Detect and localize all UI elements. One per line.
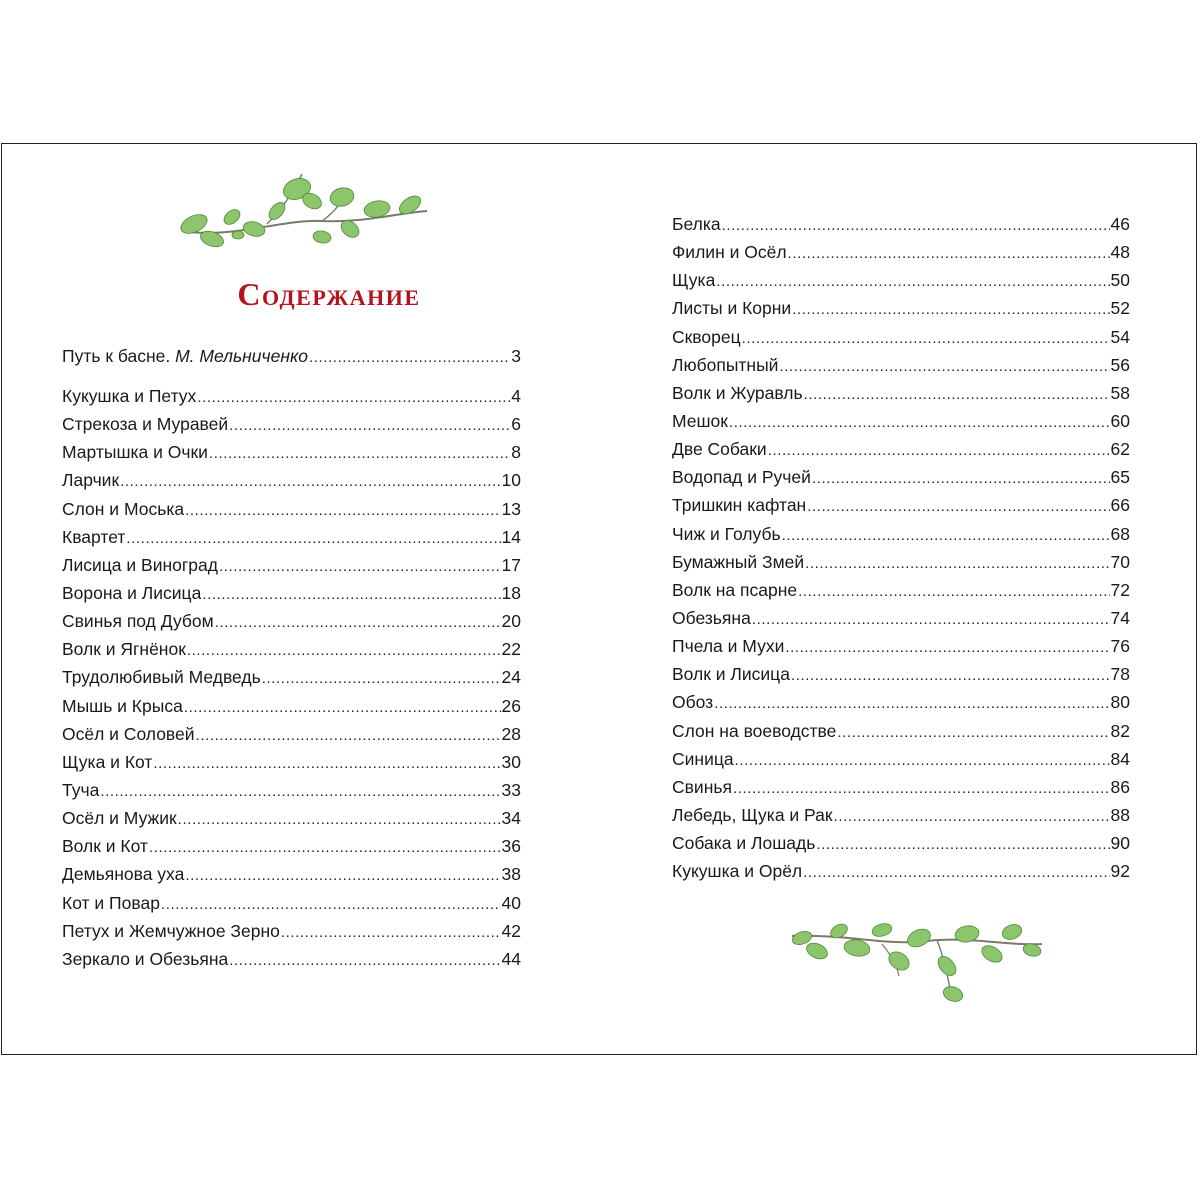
toc-entry-title: Волк на псарне — [672, 579, 798, 600]
toc-entry-title: Белка — [672, 214, 721, 234]
toc-entry-title: Две Собаки — [672, 439, 767, 460]
leader-dots — [100, 778, 500, 806]
toc-entry-title: Волк и Ягнёнок — [62, 639, 186, 660]
toc-entry-page: 52 — [1110, 298, 1130, 319]
toc-entry-title: Синица — [672, 748, 734, 769]
toc-entry[interactable] — [62, 579, 521, 607]
toc-entry-page: 84 — [1110, 748, 1130, 769]
toc-entry[interactable] — [62, 495, 521, 523]
page-title: Содержание — [237, 276, 421, 312]
toc-entry-page: 4 — [511, 386, 521, 406]
toc-entry[interactable] — [62, 720, 521, 748]
leader-dots — [120, 468, 500, 496]
toc-entry[interactable] — [672, 717, 1130, 745]
toc-entry-page: 76 — [1110, 636, 1130, 657]
leader-dots — [202, 581, 500, 609]
toc-entry-page: 70 — [1110, 551, 1130, 572]
toc-entry-title: Зеркало и Обезьяна — [62, 948, 229, 969]
toc-entry[interactable] — [672, 688, 1130, 716]
leader-dots — [792, 296, 1109, 324]
toc-entry-page: 72 — [1110, 579, 1130, 600]
book-spread — [1, 143, 1197, 1055]
toc-entry-title: Квартет — [62, 526, 126, 547]
toc-entry-page: 40 — [501, 892, 521, 913]
toc-entry-page: 22 — [501, 639, 521, 660]
leafy-branch-icon — [172, 169, 432, 254]
toc-entry-page: 86 — [1110, 776, 1130, 797]
toc-entry-title: Кот и Повар — [62, 892, 160, 913]
leader-dots — [837, 719, 1109, 747]
leader-dots — [281, 919, 501, 947]
toc-entry-page: 44 — [501, 948, 521, 969]
leader-dots — [209, 440, 510, 468]
toc-entry[interactable] — [62, 607, 521, 635]
toc-entry-page: 65 — [1110, 467, 1130, 488]
leader-dots — [309, 344, 510, 372]
toc-entry[interactable] — [672, 294, 1130, 322]
toc-entry-title: Скворец — [672, 326, 741, 347]
toc-entry[interactable] — [62, 860, 521, 888]
toc-entry-page: 13 — [501, 498, 521, 519]
leader-dots — [782, 522, 1110, 550]
toc-entry-page: 14 — [501, 526, 521, 547]
toc-entry-title: Кукушка и Петух — [62, 386, 197, 406]
toc-entry-page: 6 — [511, 414, 521, 435]
toc-entry-page: 33 — [501, 779, 521, 800]
toc-entry[interactable] — [62, 748, 521, 776]
toc-entry[interactable] — [62, 635, 521, 663]
leader-dots — [779, 353, 1109, 381]
toc-entry-page: 60 — [1110, 410, 1130, 431]
leader-dots — [816, 831, 1109, 859]
toc-entry-title: Осёл и Мужик — [62, 808, 177, 829]
toc-entry-page: 58 — [1110, 382, 1130, 403]
toc-entry[interactable] — [62, 382, 521, 410]
toc-entry-page: 54 — [1110, 326, 1130, 347]
toc-entry[interactable] — [62, 410, 521, 438]
toc-entry[interactable] — [62, 776, 521, 804]
toc-entry-title: Слон и Моська — [62, 498, 185, 519]
leader-dots — [733, 775, 1110, 803]
leader-dots — [149, 834, 501, 862]
toc-entry[interactable] — [672, 857, 1130, 885]
toc-entry-page: 34 — [501, 808, 521, 829]
toc-entry[interactable] — [62, 466, 521, 494]
leader-dots — [834, 803, 1110, 831]
toc-entry[interactable] — [672, 407, 1130, 435]
toc-entry-page: 46 — [1110, 214, 1130, 234]
toc-entry[interactable] — [672, 435, 1130, 463]
toc-entry-title: Водопад и Ручей — [672, 467, 811, 488]
toc-entry[interactable] — [62, 551, 521, 579]
toc-entry[interactable] — [672, 379, 1130, 407]
toc-list-right — [672, 210, 1130, 885]
leader-dots — [197, 384, 510, 412]
toc-entry-title: Собака и Лошадь — [672, 833, 816, 854]
toc-entry[interactable] — [672, 520, 1130, 548]
toc-entry-title: Туча — [62, 779, 100, 800]
toc-entry-title: Волк и Лисица — [672, 664, 790, 685]
leader-dots — [742, 325, 1110, 353]
toc-entry[interactable] — [672, 548, 1130, 576]
toc-entry-title: Филин и Осёл — [672, 242, 787, 263]
leader-dots — [735, 747, 1110, 775]
toc-entry[interactable] — [672, 351, 1130, 379]
toc-entry-page: 90 — [1110, 833, 1130, 854]
leafy-branch-icon — [787, 916, 1047, 1006]
leader-dots — [215, 609, 501, 637]
toc-entry[interactable] — [62, 804, 521, 832]
toc-entry-title: Кукушка и Орёл — [672, 861, 803, 882]
toc-entry-title: Обоз — [672, 692, 714, 713]
toc-entry-title: Трудолюбивый Медведь — [62, 667, 261, 688]
leader-dots — [812, 465, 1110, 493]
toc-entry-title: Щука — [672, 270, 716, 291]
toc-entry[interactable] — [672, 745, 1130, 773]
toc-entry[interactable] — [62, 523, 521, 551]
toc-entry[interactable] — [62, 832, 521, 860]
toc-entry-page: 20 — [501, 611, 521, 632]
leader-dots — [229, 947, 500, 975]
toc-entry-page: 48 — [1110, 242, 1130, 263]
toc-entry[interactable] — [672, 660, 1130, 688]
toc-entry-title: Ларчик — [62, 470, 120, 491]
toc-entry[interactable] — [672, 266, 1130, 294]
toc-entry-title: Любопытный — [672, 354, 779, 375]
toc-entry[interactable] — [62, 692, 521, 720]
toc-entry-title: Чиж и Голубь — [672, 523, 781, 544]
toc-entry-title: Тришкин кафтан — [672, 495, 807, 516]
leader-dots — [788, 240, 1110, 268]
toc-entry-page: 50 — [1110, 270, 1130, 291]
toc-entry-page: 10 — [501, 470, 521, 491]
toc-entry-title: Стрекоза и Муравей — [62, 414, 229, 435]
leader-dots — [184, 694, 501, 722]
toc-entry-page: 3 — [511, 346, 521, 366]
leader-dots — [185, 862, 500, 890]
leader-dots — [126, 525, 500, 553]
toc-entry[interactable] — [62, 342, 521, 370]
toc-entry-title: Слон на воеводстве — [672, 720, 837, 741]
toc-entry-title: Обезьяна — [672, 607, 751, 628]
leader-dots — [187, 637, 501, 665]
toc-entry-page: 62 — [1110, 439, 1130, 460]
leader-dots — [219, 553, 501, 581]
leader-dots — [768, 437, 1110, 465]
toc-entry-page: 36 — [501, 836, 521, 857]
leader-dots — [803, 859, 1109, 887]
toc-entry-title: Свинья — [672, 776, 732, 797]
toc-entry-page: 78 — [1110, 664, 1130, 685]
leader-dots — [791, 662, 1110, 690]
toc-entry-title: Петух и Жемчужное Зерно — [62, 920, 280, 941]
leader-dots — [716, 268, 1109, 296]
toc-entry-title: Лебедь, Щука и Рак — [672, 804, 833, 825]
leader-dots — [714, 690, 1109, 718]
toc-entry-page: 88 — [1110, 804, 1130, 825]
toc-entry-page: 80 — [1110, 692, 1130, 713]
toc-entry[interactable] — [62, 663, 521, 691]
toc-entry[interactable] — [672, 238, 1130, 266]
toc-entry-page: 66 — [1110, 495, 1130, 516]
toc-entry-title: Волк и Журавль — [672, 382, 803, 403]
toc-entry[interactable] — [672, 576, 1130, 604]
toc-entry[interactable] — [62, 438, 521, 466]
leader-dots — [161, 891, 501, 919]
leader-dots — [798, 578, 1109, 606]
toc-entry[interactable] — [672, 491, 1130, 519]
toc-entry-page: 8 — [511, 442, 521, 463]
toc-entry-title: Мешок — [672, 410, 728, 431]
leader-dots — [807, 493, 1109, 521]
leader-dots — [262, 665, 501, 693]
leader-dots — [729, 409, 1110, 437]
toc-entry-page: 26 — [501, 695, 521, 716]
leader-dots — [752, 606, 1110, 634]
leader-dots — [196, 722, 501, 750]
author-name: М. Мельниченко — [175, 346, 308, 366]
toc-entry-page: 17 — [501, 554, 521, 575]
toc-entry-page: 28 — [501, 723, 521, 744]
toc-entry[interactable] — [62, 917, 521, 945]
toc-entry-title: Мартышка и Очки — [62, 442, 208, 463]
toc-entry-title: Ворона и Лисица — [62, 582, 202, 603]
toc-entry[interactable] — [62, 945, 521, 973]
toc-entry-title: Осёл и Соловей — [62, 723, 195, 744]
toc-entry[interactable] — [672, 463, 1130, 491]
toc-entry[interactable] — [672, 801, 1130, 829]
toc-list-left — [62, 382, 521, 973]
toc-entry[interactable] — [672, 632, 1130, 660]
toc-entry-page: 68 — [1110, 523, 1130, 544]
toc-entry[interactable] — [672, 604, 1130, 632]
toc-entry-title: Свинья под Дубом — [62, 611, 214, 632]
toc-entry-page: 82 — [1110, 720, 1130, 741]
toc-entry-title: Щука и Кот — [62, 751, 153, 772]
leader-dots — [805, 550, 1109, 578]
toc-entry-title: Пчела и Мухи — [672, 636, 785, 657]
toc-entry-page: 38 — [501, 864, 521, 885]
leader-dots — [185, 497, 500, 525]
toc-entry-title: Бумажный Змей — [672, 551, 805, 572]
toc-entry-page: 24 — [501, 667, 521, 688]
leader-dots — [722, 212, 1110, 240]
toc-entry[interactable] — [672, 773, 1130, 801]
toc-entry-title: Листы и Корни — [672, 298, 792, 319]
toc-entry-title: Демьянова уха — [62, 864, 185, 885]
leader-dots — [785, 634, 1109, 662]
toc-entry-title: Волк и Кот — [62, 836, 148, 857]
toc-entry-title: Мышь и Крыса — [62, 695, 183, 716]
toc-entry[interactable] — [62, 889, 521, 917]
leader-dots — [153, 750, 500, 778]
toc-entry[interactable] — [672, 323, 1130, 351]
toc-entry-page: 74 — [1110, 607, 1130, 628]
toc-entry-page: 42 — [501, 920, 521, 941]
leader-dots — [178, 806, 501, 834]
toc-entry-title: Путь к басне. М. Мельниченко — [62, 346, 308, 366]
toc-entry[interactable] — [672, 210, 1130, 238]
toc-entry-page: 30 — [501, 751, 521, 772]
leader-dots — [804, 381, 1110, 409]
intro-list — [62, 342, 521, 370]
leader-dots — [229, 412, 510, 440]
toc-entry-page: 92 — [1110, 861, 1130, 882]
toc-entry-page: 56 — [1110, 354, 1130, 375]
toc-entry-page: 18 — [501, 582, 521, 603]
toc-entry[interactable] — [672, 829, 1130, 857]
toc-entry-title: Лисица и Виноград — [62, 554, 218, 575]
